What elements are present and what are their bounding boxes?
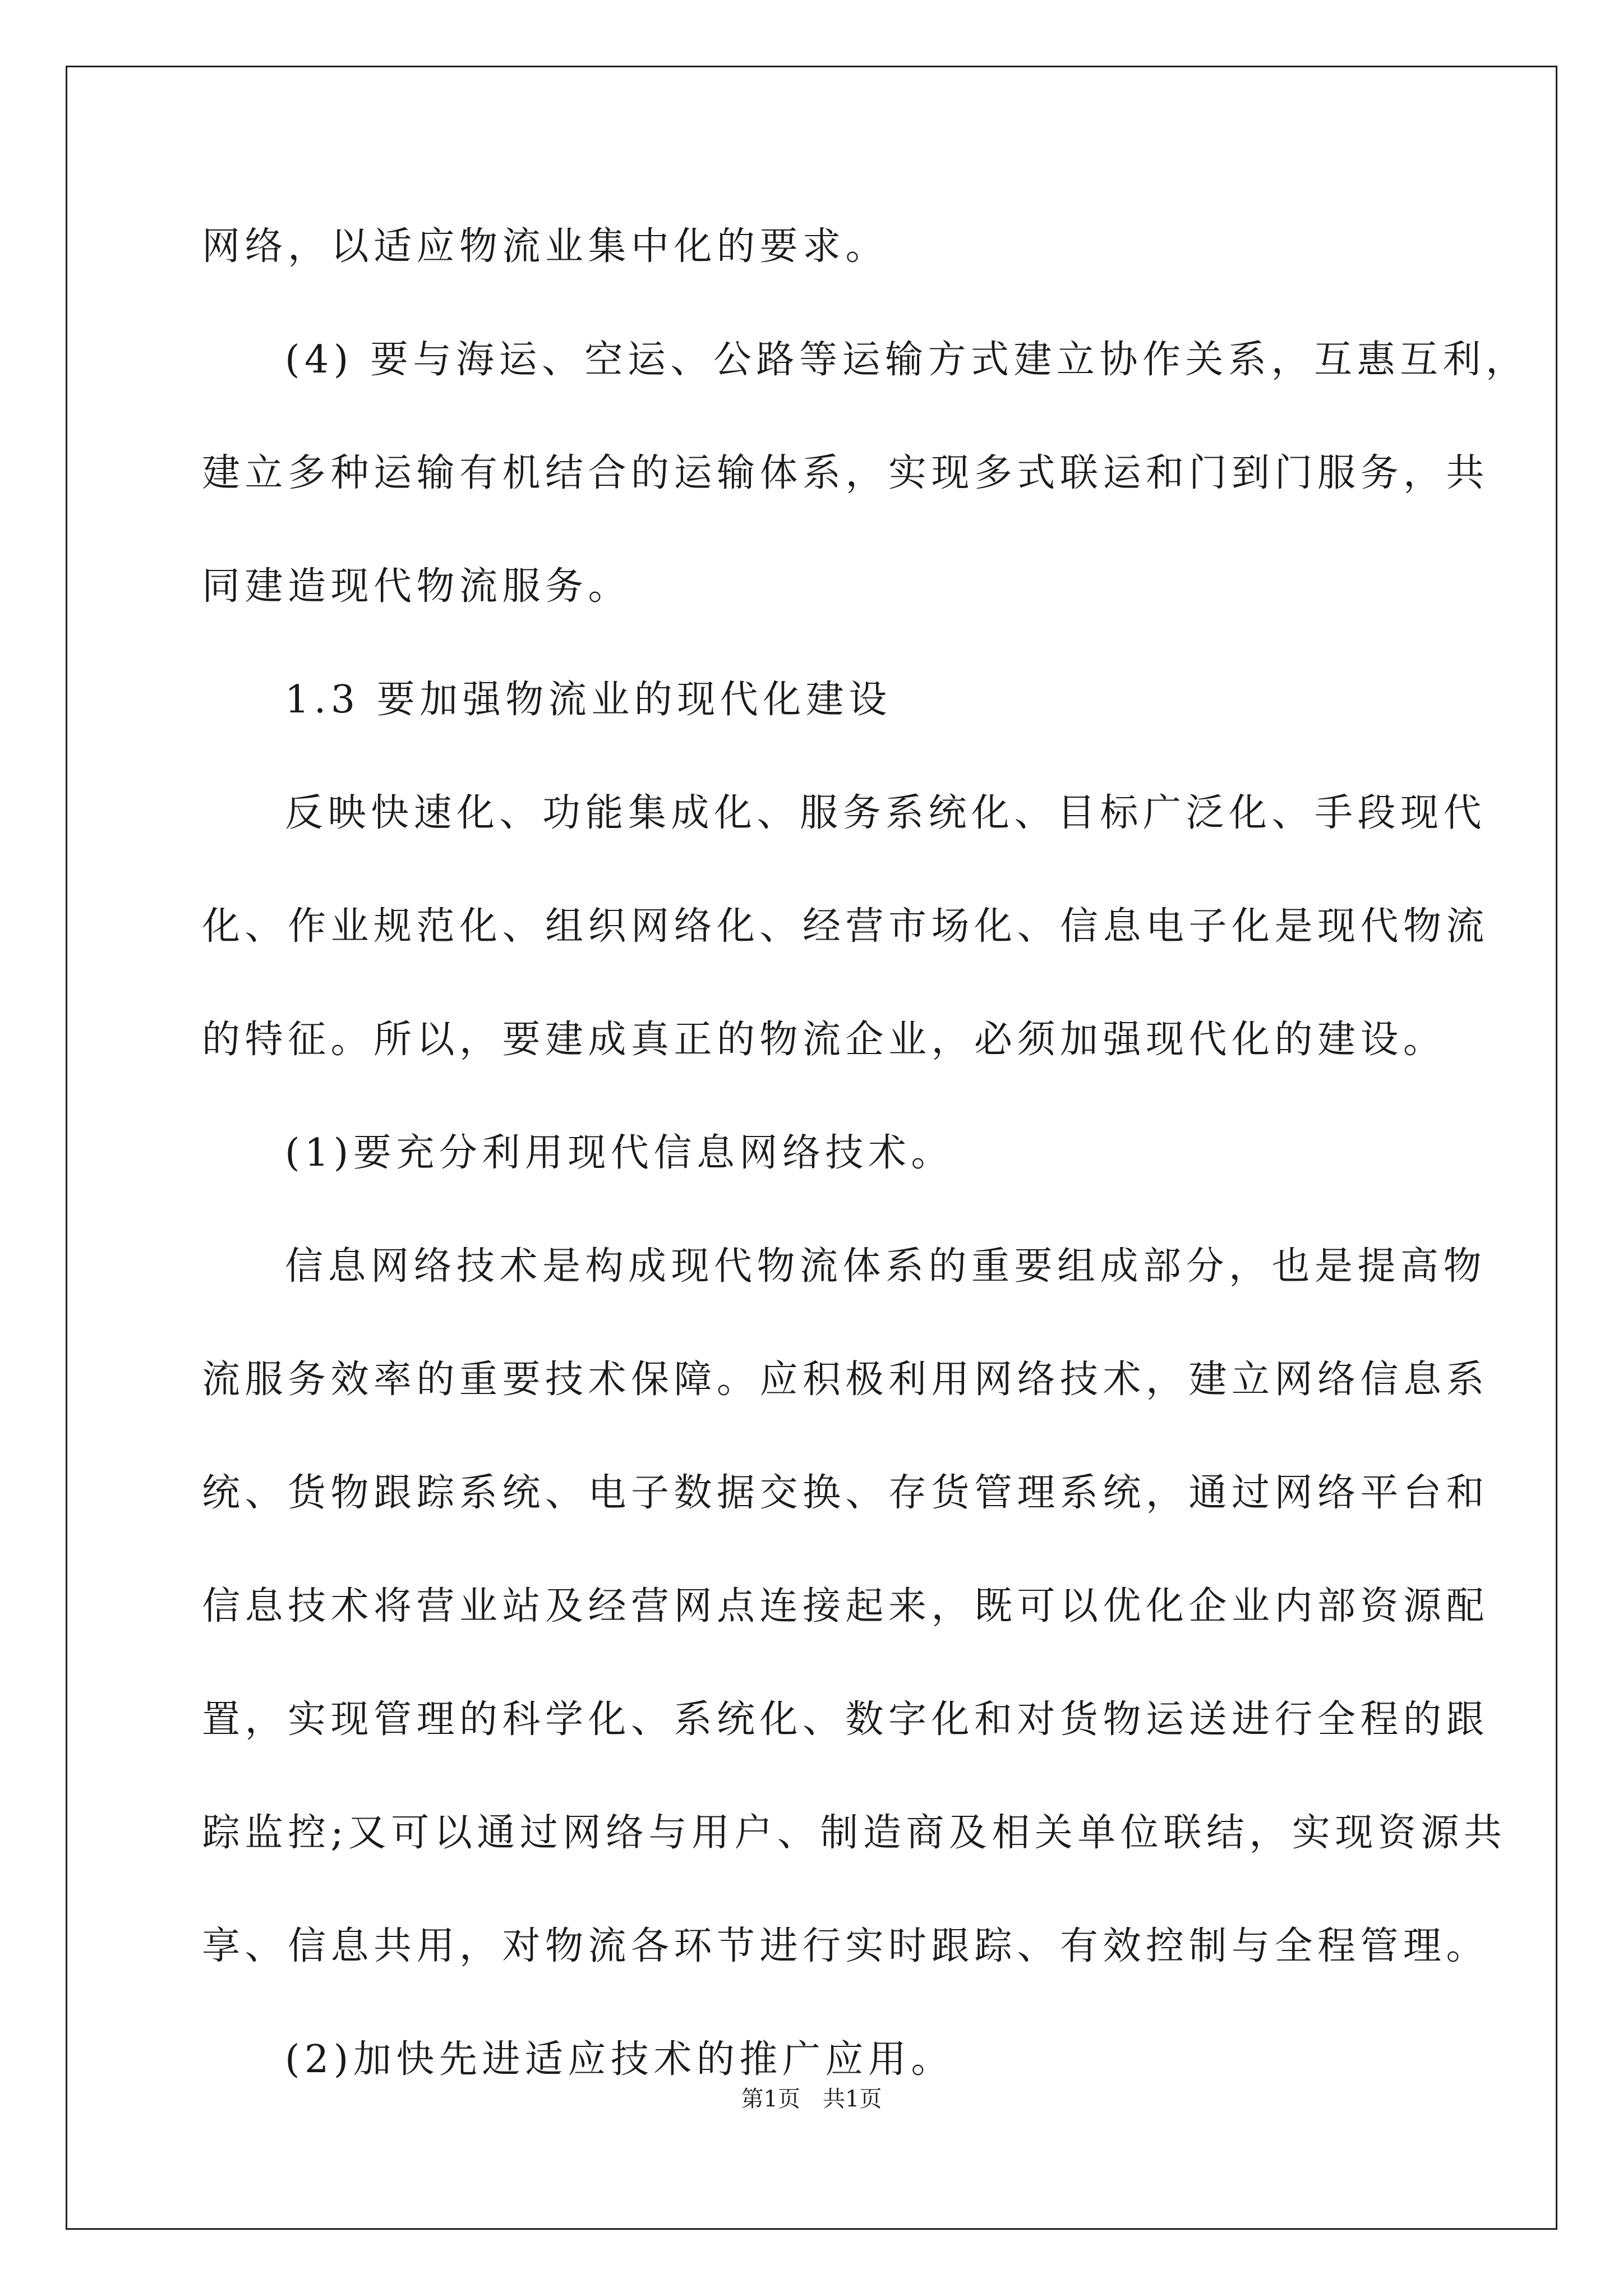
body-line: 的特征。所以，要建成真正的物流企业，必须加强现代化的建设。 — [202, 1018, 1446, 1062]
body-line: (2)加快先进适应技术的推广应用。 — [285, 2037, 954, 2082]
body-line: 同建造现代物流服务。 — [202, 564, 631, 609]
section-heading: 1.3 要加强物流业的现代化建设 — [285, 678, 892, 722]
body-line: 享、信息共用，对物流各环节进行实时跟踪、有效控制与全程管理。 — [202, 1924, 1490, 1968]
page-footer: 第1页 共1页 — [741, 2086, 882, 2112]
body-line: 统、货物跟踪系统、电子数据交换、存货管理系统，通过网络平台和 — [202, 1471, 1490, 1515]
body-line: 流服务效率的重要技术保障。应积极利用网络技术，建立网络信息系 — [202, 1358, 1490, 1402]
body-line: 网络，以适应物流业集中化的要求。 — [202, 224, 889, 269]
body-line: 踪监控;又可以通过网络与用户、制造商及相关单位联结，实现资源共 — [202, 1811, 1507, 1855]
body-line: (1)要充分利用现代信息网络技术。 — [285, 1131, 954, 1175]
body-line: 信息技术将营业站及经营网点连接起来，既可以优化企业内部资源配 — [202, 1584, 1490, 1628]
body-line: 置，实现管理的科学化、系统化、数字化和对货物运送进行全程的跟 — [202, 1697, 1490, 1742]
body-line: 反映快速化、功能集成化、服务系统化、目标广泛化、手段现代 — [285, 791, 1487, 835]
body-line: 化、作业规范化、组织网络化、经营市场化、信息电子化是现代物流 — [202, 904, 1490, 949]
body-line: (4) 要与海运、空运、公路等运输方式建立协作关系，互惠互利， — [285, 338, 1529, 382]
body-line: 建立多种运输有机结合的运输体系，实现多式联运和门到门服务，共 — [202, 451, 1490, 495]
body-line: 信息网络技术是构成现代物流体系的重要组成部分，也是提高物 — [285, 1244, 1487, 1289]
